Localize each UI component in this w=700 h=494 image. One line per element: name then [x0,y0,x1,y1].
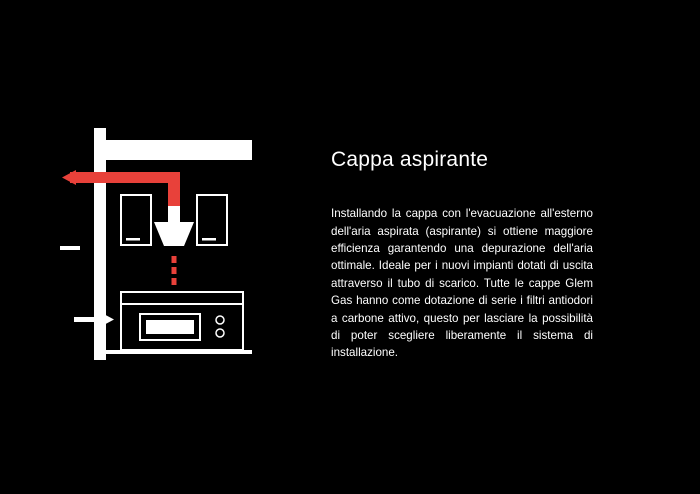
page-title: Cappa aspirante [331,148,489,171]
airflow-dashes [172,256,177,285]
range-hood [60,206,194,250]
body-paragraph: Installando la cappa con l'evacuazione all'esterno dell'aria aspirata (aspirante) si ottiene maggiore efficienza garantendo una depurazione dell'aria ottimale. Ideale per i nuovi impianti dotati di uscita attraverso il tubo di scarico. Tutte le cappe Glem Gas hanno come dotazione di serie i filtri antiodori a carbone attivo, questo per lasciare la possibilità di poter scegliere liberamente il sistema di installazione. [331,207,593,360]
exhaust-arrow-left [62,170,76,185]
text-column [331,148,593,362]
wall-cabinet-left [121,195,151,245]
wall-cabinet-right [197,195,227,245]
exhaust-duct-red [70,172,180,212]
cooktop-oven-unit [121,292,243,350]
kitchen-hood-extraction-diagram [60,120,320,370]
